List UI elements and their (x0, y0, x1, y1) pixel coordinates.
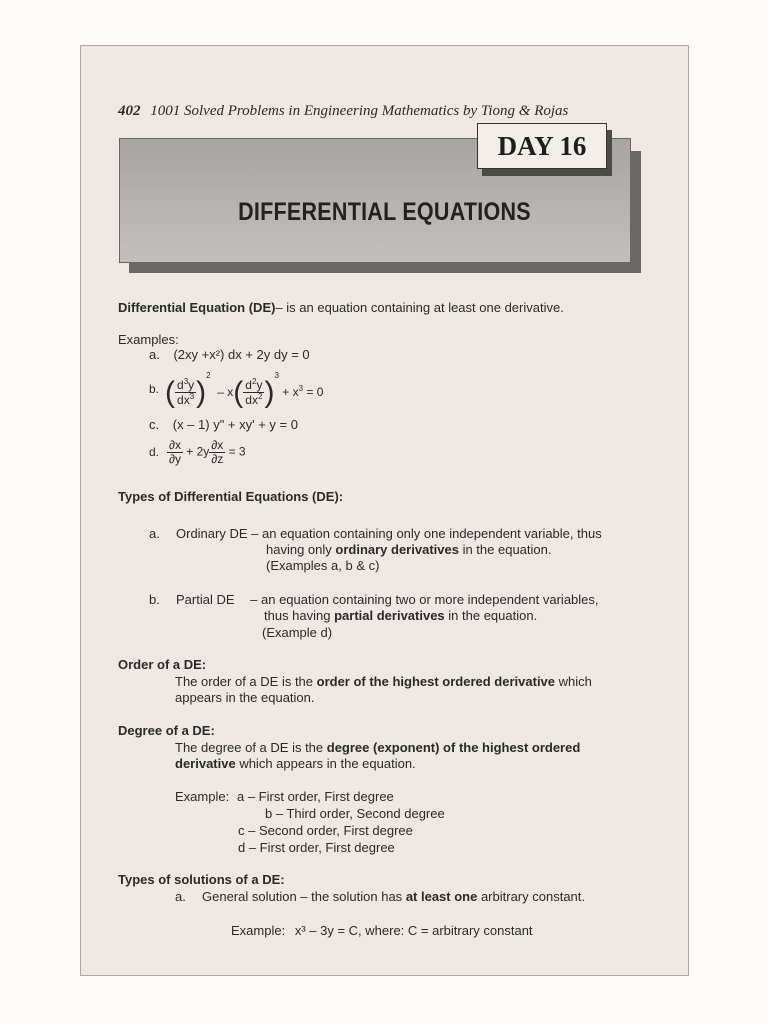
ordinary-de-line2 (266, 542, 551, 557)
chapter-title: DIFFERENTIAL EQUATIONS (238, 198, 531, 226)
partial-de-desc: – an equation containing two or more independent variables, (250, 592, 599, 607)
running-head (118, 103, 568, 120)
example-b-expr: ( $\frac{d^3y}{dx^3}$ )$^2$ – x( $\frac{d^2y}{dx^2}$ )$^3 + x^3 = 0$ (165, 370, 324, 409)
day-label: DAY 16 (477, 123, 607, 169)
ordinary-line2-bold: ordinary derivatives (335, 542, 459, 557)
book-page (80, 45, 689, 976)
example-d-letter: d. (149, 445, 160, 459)
solutions-example (231, 923, 533, 938)
example-a (149, 347, 310, 362)
page-number: 402 (118, 103, 141, 119)
degree-example-a: a – First order, First degree (237, 789, 394, 804)
solutions-heading: Types of solutions of a DE: (118, 872, 285, 887)
solutions-a-letter: a. (175, 889, 186, 904)
ordinary-line2-post: in the equation. (458, 542, 552, 557)
degree-line1-pre: The degree of a DE is the (175, 740, 327, 755)
order-line1 (175, 674, 592, 689)
solutions-a-pre: General solution – the solution has (202, 889, 406, 904)
partial-de-line1 (176, 592, 599, 607)
ordinary-de-line3: (Examples a, b & c) (266, 558, 380, 573)
types-heading: Types of Differential Equations (DE): (118, 489, 344, 504)
ordinary-de-letter: a. (149, 526, 160, 541)
definition-text: – is an equation containing at least one derivative. (275, 300, 564, 315)
degree-example-d: d – First order, First degree (238, 840, 395, 855)
partial-line2-bold: partial derivatives (334, 608, 445, 623)
book-title: 1001 Solved Problems in Engineering Mathematics by Tiong & Rojas (150, 103, 569, 119)
example-a-expr: (2xy +x²) dx + 2y dy = 0 (173, 347, 310, 362)
degree-line2-bold: derivative (175, 756, 236, 771)
example-b (149, 364, 323, 414)
degree-example-c: c – Second order, First degree (238, 823, 413, 838)
order-line1-pre: The order of a DE is the (175, 674, 317, 689)
ordinary-de-name: Ordinary DE (176, 526, 248, 541)
example-a-letter: a. (149, 347, 160, 362)
order-line1-bold: order of the highest ordered derivative (316, 674, 556, 689)
solutions-example-label: Example: (231, 923, 286, 938)
example-b-letter: b. (149, 382, 160, 396)
example-c (149, 417, 298, 432)
degree-line1-bold: degree (exponent) of the highest ordered (326, 740, 581, 755)
degree-line2-post: which appears in the equation. (235, 756, 416, 771)
partial-line2-pre: thus having (264, 608, 335, 623)
order-line1-post: which (555, 674, 592, 689)
examples-heading: Examples: (118, 332, 179, 347)
ordinary-de-line1 (176, 526, 602, 541)
degree-line1 (175, 740, 580, 755)
partial-de-line3: (Example d) (262, 625, 333, 640)
partial-de-line2 (264, 608, 537, 623)
solutions-a-post: arbitrary constant. (477, 889, 585, 904)
ordinary-line2-pre: having only (266, 542, 336, 557)
partial-de-name: Partial DE (176, 592, 235, 607)
degree-heading: Degree of a DE: (118, 723, 215, 738)
solutions-example-expr: x³ – 3y = C, where: C = arbitrary constant (294, 923, 533, 938)
example-d-expr: $\frac{\partial x}{\partial y}$ + 2y $\frac{\partial x}{\partial z}$ = 3 (169, 437, 246, 466)
degree-example-b: b – Third order, Second degree (265, 806, 445, 821)
degree-example-label: Example: (175, 789, 230, 804)
solutions-a-text (202, 889, 585, 904)
degree-line2 (175, 756, 416, 771)
de-definition (118, 300, 564, 315)
solutions-a-bold: at least one (405, 889, 478, 904)
example-c-expr: (x – 1) y" + xy' + y = 0 (172, 417, 298, 432)
order-heading: Order of a DE: (118, 657, 207, 672)
ordinary-de-desc: – an equation containing only one independent variable, thus (251, 526, 602, 541)
partial-line2-post: in the equation. (444, 608, 538, 623)
order-line2: appears in the equation. (175, 690, 315, 705)
example-c-letter: c. (149, 417, 160, 432)
example-d (149, 434, 246, 470)
partial-de-letter: b. (149, 592, 160, 607)
definition-term: Differential Equation (DE) (118, 300, 276, 315)
